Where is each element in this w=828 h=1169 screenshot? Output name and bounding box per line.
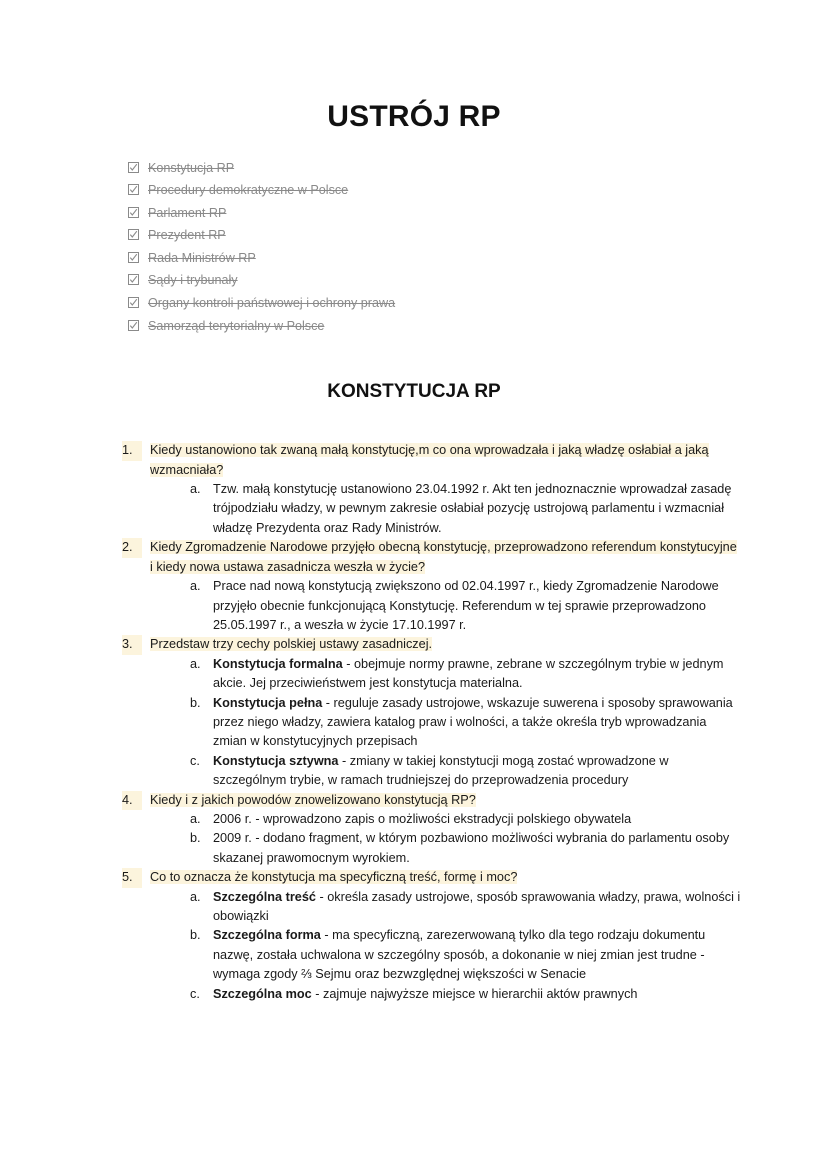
answer-row [0, 480, 828, 538]
answer-row [0, 888, 828, 927]
answer-row [0, 810, 828, 829]
page-title: USTRÓJ RP [327, 100, 501, 133]
list-item[interactable] [0, 269, 828, 292]
answer-list [0, 810, 828, 868]
question-answer-list [0, 403, 828, 1004]
checkbox-checked-icon[interactable] [128, 297, 139, 308]
answer-text: 2009 r. - dodano fragment, w którym pozbawiono możliwości wybrania do parlamentu osoby skazanej prawomocnym wyrokiem. [213, 831, 730, 865]
question-number: 1. [122, 441, 142, 460]
list-item[interactable] [0, 292, 828, 315]
list-item[interactable] [0, 179, 828, 202]
question-block [0, 791, 828, 869]
question-number: 3. [122, 635, 142, 654]
question-row [0, 791, 828, 810]
list-item-label: Konstytucja RP [148, 160, 235, 175]
question-row [0, 635, 828, 654]
question-text: Kiedy Zgromadzenie Narodowe przyjęło obecną konstytucję, przeprowadzono referendum konstytucyjne i kiedy nowa ustawa zasadnicza weszła w życie? [150, 540, 737, 574]
answer-letter: a. [190, 656, 201, 671]
list-item-label: Rada Ministrów RP [148, 250, 256, 265]
answer-letter: b. [190, 695, 201, 710]
question-row [0, 441, 828, 480]
list-item[interactable] [0, 224, 828, 247]
answer-term: Konstytucja formalna [213, 656, 343, 671]
answer-letter: a. [190, 482, 201, 497]
question-text: Co to oznacza że konstytucja ma specyficzną treść, formę i moc? [150, 870, 518, 885]
list-item-label: Organy kontroli państwowej i ochrony prawa [148, 296, 396, 311]
answer-term: Konstytucja pełna [213, 695, 323, 710]
answer-term: Szczególna moc [213, 986, 312, 1001]
question-block [0, 868, 828, 1004]
list-item[interactable] [0, 315, 828, 338]
answer-letter: b. [190, 928, 201, 943]
answer-letter: a. [190, 579, 201, 594]
answer-row [0, 985, 828, 1004]
list-item[interactable] [0, 157, 828, 180]
question-text: Kiedy ustanowiono tak zwaną małą konstytucję,m co ona wprowadzała i jaką władzę osłabiał a jaką wzmacniała? [150, 443, 709, 477]
list-item-label: Samorząd terytorialny w Polsce [148, 318, 325, 333]
checkbox-checked-icon[interactable] [128, 252, 139, 263]
answer-row [0, 577, 828, 635]
answer-letter: a. [190, 811, 201, 826]
answer-row [0, 752, 828, 791]
answer-term: Szczególna forma [213, 928, 321, 943]
answer-text: Prace nad nową konstytucją zwiększono od 02.04.1997 r., kiedy Zgromadzenie Narodowe przyjęło obecnie funkcjonującą Konstytucję. Referendum w tej sprawie przeprowadzono 25.05.1997 r., a weszła w życie 17.10.1997 r. [213, 579, 719, 632]
question-block [0, 538, 828, 635]
checkbox-checked-icon[interactable] [128, 184, 139, 195]
answer-row [0, 655, 828, 694]
question-number: 4. [122, 791, 142, 810]
answer-list [0, 888, 828, 1004]
checkbox-checked-icon[interactable] [128, 229, 139, 240]
question-number: 5. [122, 868, 142, 887]
question-block [0, 635, 828, 790]
answer-row [0, 926, 828, 984]
checkbox-checked-icon[interactable] [128, 320, 139, 331]
list-item-label: Parlament RP [148, 205, 227, 220]
list-item[interactable] [0, 202, 828, 225]
answer-row [0, 829, 828, 868]
question-text: Przedstaw trzy cechy polskiej ustawy zasadniczej. [150, 637, 433, 652]
answer-letter: b. [190, 831, 201, 846]
list-item-label: Procedury demokratyczne w Polsce [148, 183, 349, 198]
question-text: Kiedy i z jakich powodów znowelizowano konstytucją RP? [150, 792, 476, 807]
answer-text: - reguluje zasady ustrojowe, wskazuje suwerena i sposoby sprawowania przez niego władzy, zawiera katalog praw i wolności, a także określa tryb wprowadzania zmian w konstytucyjnych przepisach [213, 695, 733, 749]
answer-letter: c. [190, 986, 200, 1001]
answer-letter: c. [190, 753, 200, 768]
answer-term: Konstytucja sztywna [213, 753, 339, 768]
answer-letter: a. [190, 889, 201, 904]
answer-term: Szczególna treść [213, 889, 316, 904]
question-row [0, 538, 828, 577]
answer-text: - zajmuje najwyższe miejsce w hierarchii aktów prawnych [311, 986, 638, 1001]
answer-list [0, 655, 828, 791]
checkbox-checked-icon[interactable] [128, 162, 139, 173]
section-heading: KONSTYTUCJA RP [327, 381, 501, 403]
question-block [0, 441, 828, 538]
answer-text: - obejmuje normy prawne, zebrane w szczególnym trybie w jednym akcie. Jej przeciwieństwem jest konstytucja materialna. [213, 656, 724, 691]
question-row [0, 868, 828, 887]
answer-text: 2006 r. - wprowadzono zapis o możliwości ekstradycji polskiego obywatela [213, 811, 632, 826]
list-item-label: Sądy i trybunały [148, 273, 238, 288]
list-item[interactable] [0, 247, 828, 270]
checkbox-checked-icon[interactable] [128, 274, 139, 285]
answer-row [0, 694, 828, 752]
answer-text: - ma specyficzną, zarezerwowaną tylko dla tego rodzaju dokumentu nazwę, została uchwalona w szczególny sposób, a dokonanie w niej zmian jest trudne - wymaga zgody ⅔ Sejmu oraz bezwzględnej większości w Senacie [213, 928, 706, 982]
answer-text: - zmiany w takiej konstytucji mogą zostać wprowadzone w szczególnym trybie, w ramach trudniejszej do przeprowadzenia procedury [213, 753, 669, 788]
answer-list [0, 480, 828, 538]
answer-text: Tzw. małą konstytucję ustanowiono 23.04.1992 r. Akt ten jednoznacznie wprowadzał zasadę trójpodziału władzy, w pewnym zakresie osłabiał pozycję ustrojową parlamentu i wzmacniał władzę Prezydenta oraz Rady Ministrów. [213, 482, 732, 535]
topic-checklist [0, 157, 828, 338]
answer-text: - określa zasady ustrojowe, sposób sprawowania władzy, prawa, wolności i obowiązki [213, 889, 741, 923]
checkbox-checked-icon[interactable] [128, 207, 139, 218]
list-item-label: Prezydent RP [148, 228, 226, 243]
question-number: 2. [122, 538, 142, 557]
answer-list [0, 577, 828, 635]
